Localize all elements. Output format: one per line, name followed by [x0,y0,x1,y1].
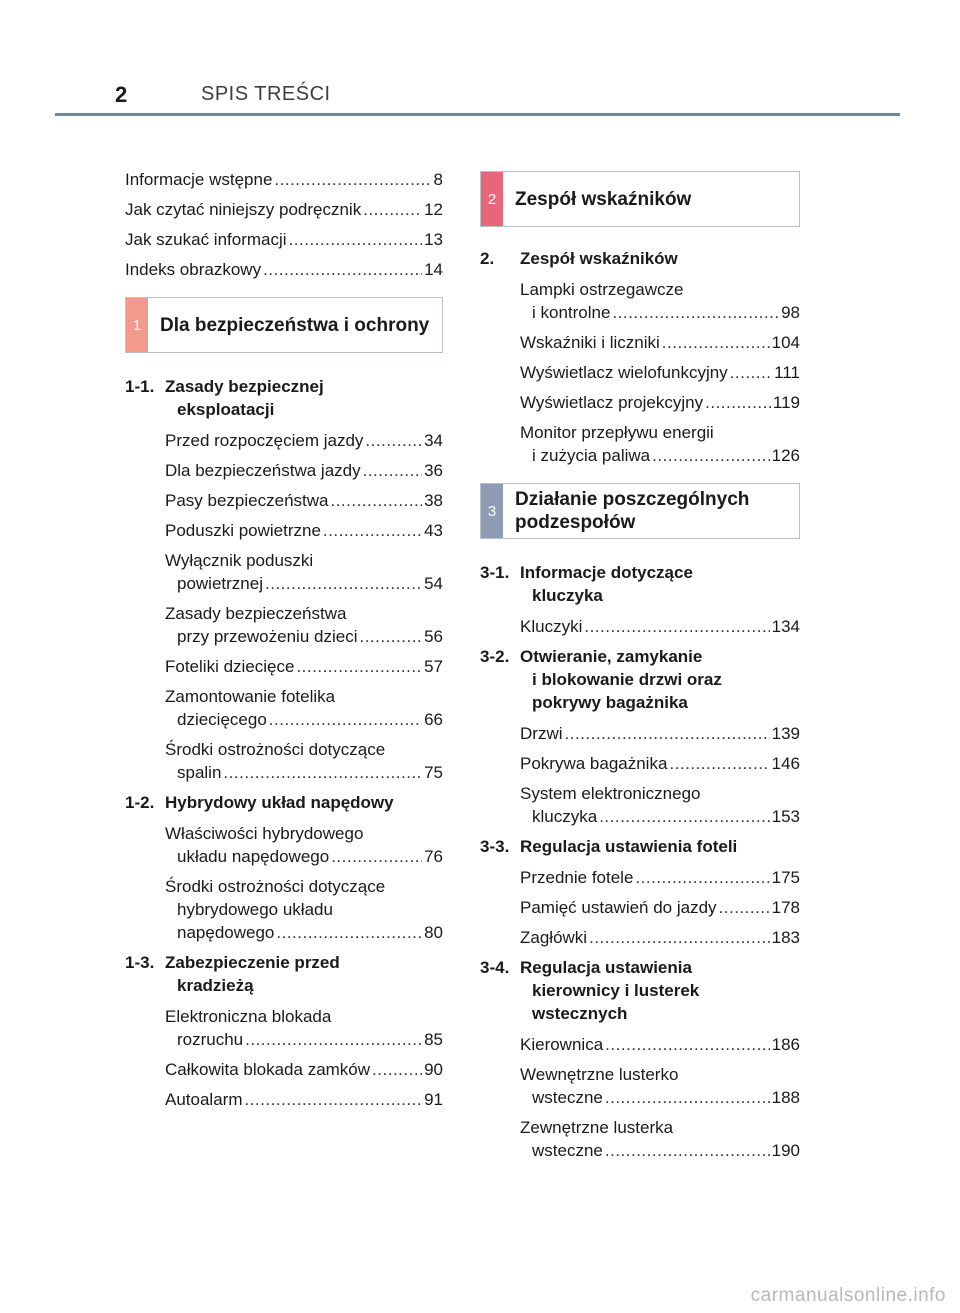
toc-entry[interactable]: Zasady bezpieczeństwa przy przewożeniu dzieci ..... 56 [165,602,443,648]
toc-entry[interactable]: Kierownica ..... 186 [520,1033,800,1056]
subsection-heading[interactable]: 1-3. Zabezpieczenie przed kradzieżą [125,953,340,995]
intro-list [125,168,443,281]
toc-entry[interactable]: Indeks obrazkowy ..... 14 [125,258,443,281]
toc-entry[interactable]: Wyświetlacz wielofunkcyjny ..... 111 [520,361,800,384]
toc-entry[interactable]: Wyłącznik poduszki powietrznej ..... 54 [165,549,443,595]
toc-entry[interactable]: Pokrywa bagażnika ..... 146 [520,752,800,775]
toc-entry[interactable]: Poduszki powietrzne ..... 43 [165,519,443,542]
toc-entry[interactable]: Zewnętrzne lusterka wsteczne ..... 190 [520,1116,800,1162]
toc-entry[interactable]: Kluczyki ..... 134 [520,615,800,638]
section-3-box[interactable] [480,483,800,539]
toc-entry[interactable]: Dla bezpieczeństwa jazdy ..... 36 [165,459,443,482]
section-3-title: Działanie poszczególnych [515,489,750,510]
toc-entry[interactable]: Wyświetlacz projekcyjny ..... 119 [520,391,800,414]
subsection-heading[interactable]: 1-1. Zasady bezpiecznej eksploatacji [125,377,324,419]
toc-left-column [125,168,443,1118]
toc-entry[interactable]: Przednie fotele ..... 175 [520,866,800,889]
page-title: SPIS TREŚCI [201,83,331,105]
section-2-box[interactable] [480,171,800,227]
toc-entry[interactable]: Jak czytać niniejszy podręcznik ..... 12 [125,198,443,221]
toc-entry[interactable]: Pasy bezpieczeństwa ..... 38 [165,489,443,512]
page-number: 2 [115,82,128,107]
toc-entry[interactable]: Drzwi ..... 139 [520,722,800,745]
toc-entry[interactable]: Środki ostrożności dotyczące hybrydowego układu napędowego ..... 80 [165,875,443,944]
page-header [55,80,900,116]
toc-entry[interactable]: Całkowita blokada zamków ..... 90 [165,1058,443,1081]
section-2-title: Zespół wskaźników [515,188,692,210]
toc-entry[interactable]: System elektronicznego kluczyka ..... 153 [520,782,800,828]
toc-entry[interactable]: Właściwości hybrydowego układu napędowego ..... 76 [165,822,443,868]
subsection-heading[interactable]: 1-2. Hybrydowy układ napędowy [125,793,394,812]
toc-entry[interactable]: Elektroniczna blokada rozruchu ..... 85 [165,1005,443,1051]
section-1-number: 1 [126,298,148,352]
toc-entry[interactable]: Autoalarm ..... 91 [165,1088,443,1111]
section-1-box[interactable] [125,297,443,353]
toc-entry[interactable]: Wewnętrzne lusterko wsteczne ..... 188 [520,1063,800,1109]
toc-entry[interactable]: Środki ostrożności dotyczące spalin ..... 75 [165,738,443,784]
section-2-number: 2 [481,172,503,226]
toc-entry[interactable]: Pamięć ustawień do jazdy ..... 178 [520,896,800,919]
toc-entry[interactable]: Przed rozpoczęciem jazdy ..... 34 [165,429,443,452]
toc-entry[interactable]: Jak szukać informacji ..... 13 [125,228,443,251]
watermark: carmanualsonline.info [750,1285,946,1306]
toc-right-column [480,168,800,1169]
toc-entry[interactable]: Wskaźniki i liczniki ..... 104 [520,331,800,354]
section-3-title-line2: podzespołów [515,512,636,533]
toc-entry[interactable]: Foteliki dziecięce ..... 57 [165,655,443,678]
toc-entry[interactable]: Informacje wstępne ..... 8 [125,168,443,191]
subsection-heading[interactable]: 3-1. Informacje dotyczące kluczyka [480,563,693,605]
section-3-number: 3 [481,484,503,538]
section-1-title: Dla bezpieczeństwa i ochrony [160,314,430,336]
toc-entry[interactable]: Zagłówki ..... 183 [520,926,800,949]
toc-entry[interactable]: Monitor przepływu energii i zużycia paliwa ..... 126 [520,421,800,467]
toc-entry[interactable]: Zamontowanie fotelika dziecięcego ..... 66 [165,685,443,731]
subsection-heading[interactable]: 3-4. Regulacja ustawienia kierownicy i lusterek wstecznych [480,958,700,1023]
toc-entry[interactable]: Lampki ostrzegawcze i kontrolne ..... 98 [520,278,800,324]
subsection-heading[interactable]: 3-2. Otwieranie, zamykanie i blokowanie drzwi oraz pokrywy bagażnika [480,647,722,712]
subsection-heading[interactable]: 3-3. Regulacja ustawienia foteli [480,837,738,856]
subsection-heading[interactable]: 2. Zespół wskaźników [480,249,678,268]
